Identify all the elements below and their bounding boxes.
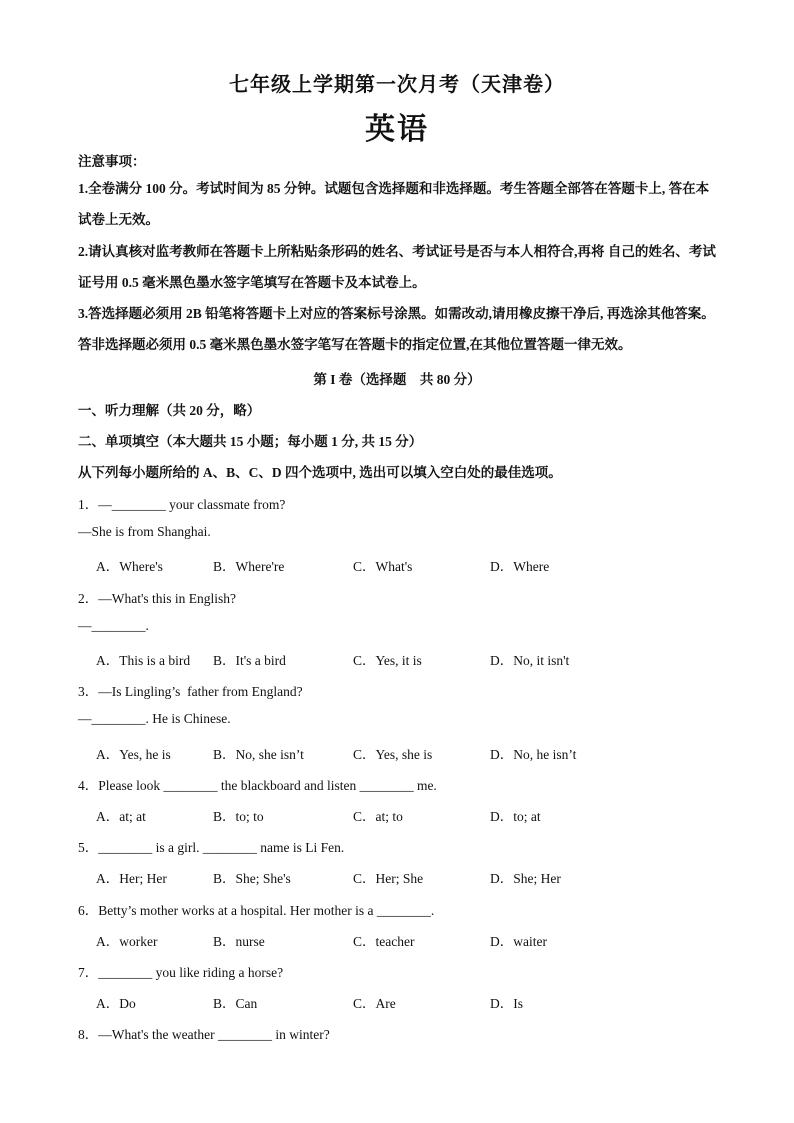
option-d[interactable]: D．to; at bbox=[490, 809, 541, 824]
option-b[interactable]: B．to; to bbox=[213, 809, 264, 824]
notice-heading: 注意事项： bbox=[78, 154, 146, 169]
option-b[interactable]: B．It's a bird bbox=[213, 653, 286, 668]
question-3-reply: —________. He is Chinese. bbox=[78, 711, 231, 726]
option-a[interactable]: A．Do bbox=[96, 996, 136, 1011]
question-1-reply: —She is from Shanghai. bbox=[78, 524, 211, 539]
option-b[interactable]: B．No, she isn’t bbox=[213, 747, 304, 762]
option-c[interactable]: C．Are bbox=[353, 996, 396, 1011]
notice-item-3: 3.答选择题必须用 2B 铅笔将答题卡上对应的答案标号涂黑。如需改动,请用橡皮擦干净后, 再选涂其他答案。答非选择题必须用 0.5 毫米黑色墨水签字笔写在答题卡的指定位置,在其他位置答题一律无效。 bbox=[78, 306, 715, 352]
part-one-title: 第 I 卷（选择题 共 80 分） bbox=[313, 372, 481, 387]
question-8-stem: 8．—What's the weather ________ in winter? bbox=[78, 1027, 330, 1042]
option-c[interactable]: C．at; to bbox=[353, 809, 403, 824]
option-d[interactable]: D．She; Her bbox=[490, 871, 561, 886]
option-d[interactable]: D．Where bbox=[490, 559, 550, 574]
option-a[interactable]: A．at; at bbox=[96, 809, 146, 824]
notice-item-1: 1.全卷满分 100 分。考试时间为 85 分钟。试题包含选择题和非选择题。考生答题全部答在答题卡上, 答在本试卷上无效。 bbox=[78, 181, 710, 227]
option-d[interactable]: D．No, it isn't bbox=[490, 653, 570, 668]
option-c[interactable]: C．Yes, she is bbox=[353, 747, 433, 762]
option-c[interactable]: C．Her; She bbox=[353, 871, 424, 886]
option-d[interactable]: D．Is bbox=[490, 996, 523, 1011]
option-a[interactable]: A．worker bbox=[96, 934, 158, 949]
subject-title: 英语 bbox=[365, 113, 429, 146]
option-c[interactable]: C．teacher bbox=[353, 934, 415, 949]
exam-title: 七年级上学期第一次月考（天津卷） bbox=[229, 74, 565, 96]
option-b[interactable]: B．She; She's bbox=[213, 871, 291, 886]
question-3-stem: 3．—Is Lingling’s father from England? bbox=[78, 684, 303, 699]
section-listening: 一、听力理解（共 20 分，略） bbox=[78, 403, 261, 418]
option-a[interactable]: A．Yes, he is bbox=[96, 747, 171, 762]
question-4-stem: 4．Please look ________ the blackboard and listen ________ me. bbox=[78, 778, 437, 793]
option-d[interactable]: D．waiter bbox=[490, 934, 547, 949]
question-6-stem: 6．Betty’s mother works at a hospital. Her mother is a ________. bbox=[78, 903, 435, 918]
question-7-stem: 7．________ you like riding a horse? bbox=[78, 965, 284, 980]
question-5-stem: 5．________ is a girl. ________ name is Li Fen. bbox=[78, 840, 345, 855]
option-c[interactable]: C．Yes, it is bbox=[353, 653, 422, 668]
option-c[interactable]: C．What's bbox=[353, 559, 413, 574]
option-d[interactable]: D．No, he isn’t bbox=[490, 747, 577, 762]
option-a[interactable]: A．This is a bird bbox=[96, 653, 191, 668]
question-2-reply: —________. bbox=[78, 618, 149, 633]
option-b[interactable]: B．nurse bbox=[213, 934, 265, 949]
section-instruction: 从下列每小题所给的 A、B、C、D 四个选项中, 选出可以填入空白处的最佳选项。 bbox=[78, 465, 562, 480]
option-b[interactable]: B．Can bbox=[213, 996, 258, 1011]
option-a[interactable]: A．Her; Her bbox=[96, 871, 167, 886]
option-b[interactable]: B．Where're bbox=[213, 559, 285, 574]
option-a[interactable]: A．Where's bbox=[96, 559, 163, 574]
question-2-stem: 2．—What's this in English? bbox=[78, 591, 237, 606]
notice-item-2: 2.请认真核对监考教师在答题卡上所粘贴条形码的姓名、考试证号是否与本人相符合,再将 自己的姓名、考试证号用 0.5 毫米黑色墨水签字笔填写在答题卡及本试卷上。 bbox=[78, 244, 716, 290]
section-single-choice: 二、单项填空（本大题共 15 小题；每小题 1 分, 共 15 分） bbox=[78, 434, 423, 449]
question-1-stem: 1．—________ your classmate from? bbox=[78, 497, 286, 512]
